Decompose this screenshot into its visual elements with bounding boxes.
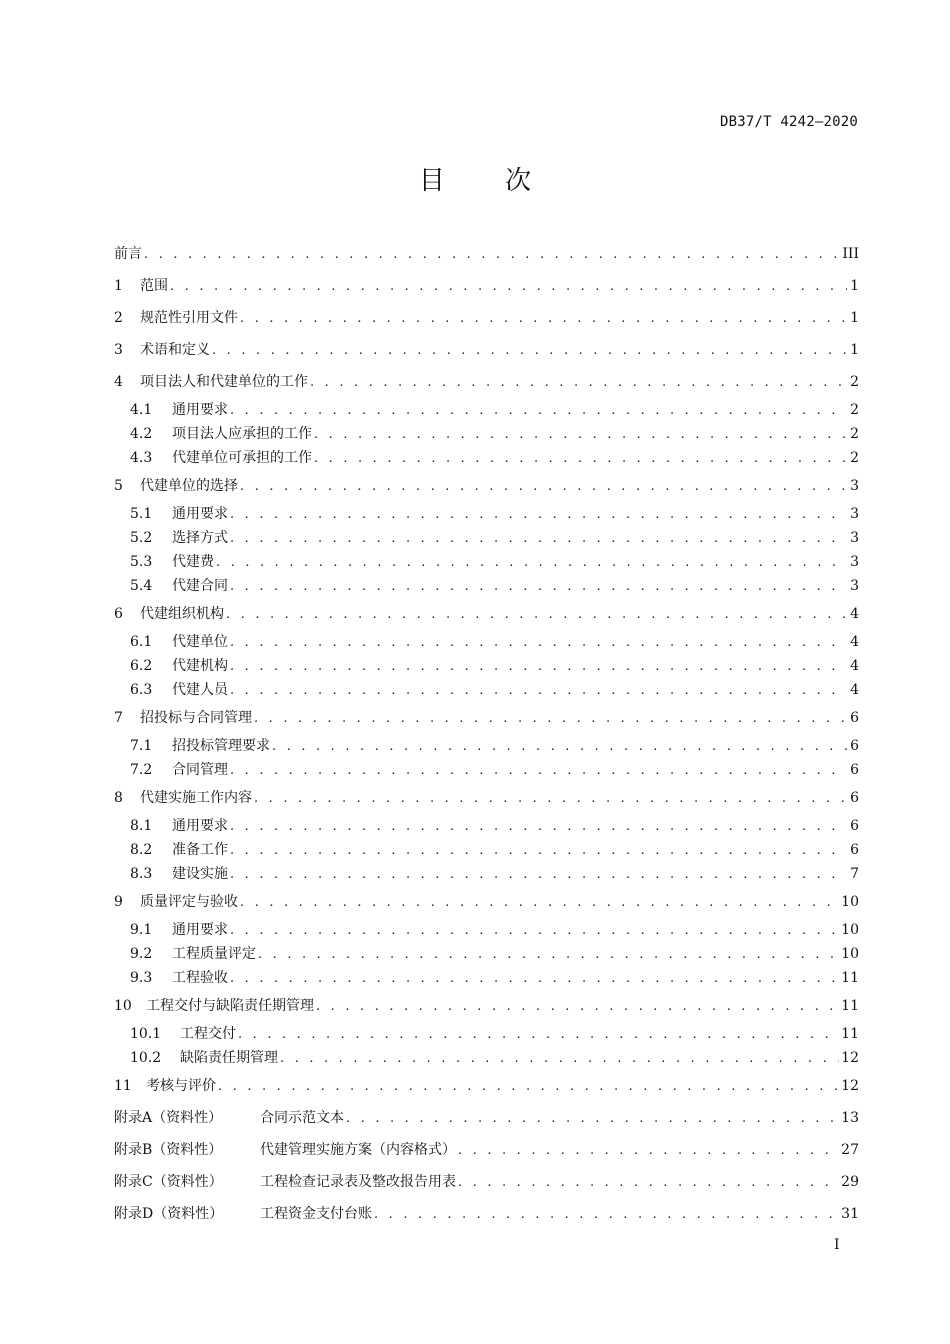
toc-entry-page: 12 bbox=[841, 1050, 859, 1066]
dot-leader bbox=[144, 245, 840, 265]
toc-entry-number: 7.2 bbox=[130, 762, 153, 778]
dot-leader bbox=[254, 709, 847, 729]
dot-leader bbox=[230, 761, 847, 781]
dot-leader bbox=[458, 1141, 839, 1161]
toc-subentry[interactable] bbox=[130, 680, 859, 701]
toc-subentry[interactable] bbox=[130, 968, 859, 989]
toc-entry-number: 11 bbox=[114, 1078, 132, 1094]
toc-entry-text: 考核与评价 bbox=[146, 1078, 216, 1094]
toc-entry-page: 11 bbox=[841, 998, 859, 1014]
toc-entry-number: 10.2 bbox=[130, 1050, 162, 1066]
toc-entry-page: 27 bbox=[841, 1142, 859, 1158]
toc-entry-number: 5.1 bbox=[130, 506, 153, 522]
toc-entry-number: 5.4 bbox=[130, 578, 153, 594]
toc-subentry[interactable] bbox=[130, 1024, 859, 1045]
dot-leader bbox=[230, 865, 847, 885]
toc-subentry[interactable] bbox=[130, 1048, 859, 1069]
toc-entry-number: 10.1 bbox=[130, 1026, 162, 1042]
toc-entry-number: 6.2 bbox=[130, 658, 153, 674]
toc-entry-text: 代建组织机构 bbox=[140, 606, 224, 622]
toc-entry-text: 缺陷责任期管理 bbox=[180, 1050, 278, 1066]
dot-leader bbox=[230, 817, 847, 837]
dot-leader bbox=[218, 1077, 839, 1097]
toc-entry-text: 代建人员 bbox=[172, 682, 228, 698]
toc-entry-number: 8.2 bbox=[130, 842, 153, 858]
toc-entry-text: 代建费 bbox=[172, 554, 214, 570]
toc-entry-number: 附录D（资料性） bbox=[114, 1206, 224, 1222]
dot-leader bbox=[280, 1049, 839, 1069]
toc-entry-text: 项目法人和代建单位的工作 bbox=[140, 374, 308, 390]
toc-subentry[interactable] bbox=[130, 736, 859, 757]
toc-entry-page: 10 bbox=[841, 894, 859, 910]
dot-leader bbox=[258, 945, 839, 965]
toc-entry-page: 13 bbox=[841, 1110, 859, 1126]
toc-entry-text: 前言 bbox=[114, 246, 142, 262]
toc-entry-number: 8 bbox=[114, 790, 123, 806]
dot-leader bbox=[230, 505, 847, 525]
toc-entry[interactable] bbox=[114, 1076, 859, 1097]
toc-entry-text: 代建合同 bbox=[172, 578, 228, 594]
document-code: DB37/T 4242—2020 bbox=[719, 114, 858, 130]
toc-entry-text: 质量评定与验收 bbox=[140, 894, 238, 910]
toc-entry[interactable] bbox=[114, 708, 859, 729]
toc-entry-text: 规范性引用文件 bbox=[140, 310, 238, 326]
toc-subentry[interactable] bbox=[130, 400, 859, 421]
toc-entry-text: 工程资金支付台账 bbox=[260, 1206, 372, 1222]
toc-entry-page: 6 bbox=[850, 738, 859, 754]
toc-entry-number: 附录B（资料性） bbox=[114, 1142, 223, 1158]
toc-entry-page: 29 bbox=[841, 1174, 859, 1190]
dot-leader bbox=[316, 997, 839, 1017]
toc-entry-page: 10 bbox=[841, 946, 859, 962]
toc-entry-number: 7 bbox=[114, 710, 123, 726]
toc-entry-number: 10 bbox=[114, 998, 132, 1014]
dot-leader bbox=[240, 477, 847, 497]
toc-entry[interactable] bbox=[114, 996, 859, 1017]
dot-leader bbox=[230, 681, 847, 701]
toc-entry-page: 4 bbox=[850, 658, 859, 674]
dot-leader bbox=[374, 1205, 839, 1225]
toc-entry-text: 项目法人应承担的工作 bbox=[172, 426, 312, 442]
page-number: I bbox=[834, 1237, 840, 1253]
toc-entry-number: 6.3 bbox=[130, 682, 153, 698]
toc-entry-number: 8.3 bbox=[130, 866, 153, 882]
toc-subentry[interactable] bbox=[130, 632, 859, 653]
toc-entry-text: 代建管理实施方案（内容格式） bbox=[260, 1142, 456, 1158]
toc-entry[interactable] bbox=[114, 476, 859, 497]
toc-entry-foreword[interactable] bbox=[114, 244, 859, 265]
toc-entry-page: 31 bbox=[841, 1206, 859, 1222]
toc-entry-page: 11 bbox=[841, 1026, 859, 1042]
toc-entry-text: 通用要求 bbox=[172, 818, 228, 834]
toc-subentry[interactable] bbox=[130, 656, 859, 677]
dot-leader bbox=[314, 449, 847, 469]
dot-leader bbox=[226, 605, 847, 625]
dot-leader bbox=[254, 789, 847, 809]
toc-entry-page: 10 bbox=[841, 922, 859, 938]
toc-entry-page: 2 bbox=[850, 374, 859, 390]
dot-leader bbox=[240, 309, 847, 329]
toc-entry-text: 术语和定义 bbox=[140, 342, 210, 358]
toc-entry-page: III bbox=[842, 246, 859, 262]
toc-entry-number: 5.3 bbox=[130, 554, 153, 570]
toc-entry-page: 1 bbox=[850, 310, 859, 326]
toc-entry-text: 工程检查记录表及整改报告用表 bbox=[260, 1174, 456, 1190]
toc-entry-number: 4.3 bbox=[130, 450, 153, 466]
toc-entry-page: 7 bbox=[850, 866, 859, 882]
toc-entry-text: 通用要求 bbox=[172, 506, 228, 522]
toc-entry-number: 2 bbox=[114, 310, 123, 326]
toc-subentry[interactable] bbox=[130, 504, 859, 525]
toc-entry-text: 招投标管理要求 bbox=[172, 738, 270, 754]
toc-entry-page: 3 bbox=[850, 506, 859, 522]
toc-subentry[interactable] bbox=[130, 576, 859, 597]
toc-entry[interactable] bbox=[114, 340, 859, 361]
toc-entry-page: 3 bbox=[850, 478, 859, 494]
toc-subentry[interactable] bbox=[130, 840, 859, 861]
toc-subentry[interactable] bbox=[130, 424, 859, 445]
dot-leader bbox=[230, 969, 839, 989]
toc-subentry[interactable] bbox=[130, 528, 859, 549]
toc-entry-page: 2 bbox=[850, 402, 859, 418]
toc-entry-text: 通用要求 bbox=[172, 922, 228, 938]
toc-entry-number: 7.1 bbox=[130, 738, 153, 754]
toc-entry-text: 代建单位 bbox=[172, 634, 228, 650]
dot-leader bbox=[230, 921, 839, 941]
dot-leader bbox=[238, 1025, 839, 1045]
toc-entry-text: 工程验收 bbox=[172, 970, 228, 986]
dot-leader bbox=[346, 1109, 839, 1129]
toc-entry-page: 6 bbox=[850, 818, 859, 834]
toc-entry-page: 4 bbox=[850, 634, 859, 650]
dot-leader bbox=[212, 341, 847, 361]
dot-leader bbox=[272, 737, 847, 757]
toc-entry-appendix[interactable] bbox=[114, 1108, 859, 1129]
toc-entry[interactable] bbox=[114, 308, 859, 329]
toc-subentry[interactable] bbox=[130, 816, 859, 837]
toc-entry-page: 11 bbox=[841, 970, 859, 986]
toc-entry-page: 2 bbox=[850, 450, 859, 466]
dot-leader bbox=[230, 529, 847, 549]
dot-leader bbox=[230, 633, 847, 653]
toc-entry-page: 4 bbox=[850, 682, 859, 698]
toc-subentry[interactable] bbox=[130, 920, 859, 941]
toc-entry[interactable] bbox=[114, 372, 859, 393]
toc-entry-text: 合同示范文本 bbox=[260, 1110, 344, 1126]
toc-entry-number: 9.3 bbox=[130, 970, 153, 986]
toc-entry-page: 6 bbox=[850, 790, 859, 806]
toc-entry-number: 6 bbox=[114, 606, 123, 622]
toc-entry-page: 6 bbox=[850, 762, 859, 778]
toc-entry-appendix[interactable] bbox=[114, 1172, 859, 1193]
toc-entry-page: 1 bbox=[850, 278, 859, 294]
toc-entry-number: 8.1 bbox=[130, 818, 153, 834]
toc-entry-number: 9 bbox=[114, 894, 123, 910]
toc-entry-text: 建设实施 bbox=[172, 866, 228, 882]
toc-entry-page: 3 bbox=[850, 578, 859, 594]
dot-leader bbox=[458, 1173, 839, 1193]
toc-subentry[interactable] bbox=[130, 552, 859, 573]
toc-entry-page: 3 bbox=[850, 530, 859, 546]
toc-entry-text: 工程交付 bbox=[180, 1026, 236, 1042]
toc-entry-appendix[interactable] bbox=[114, 1140, 859, 1161]
toc-entry-page: 6 bbox=[850, 842, 859, 858]
dot-leader bbox=[230, 657, 847, 677]
toc-entry-number: 3 bbox=[114, 342, 123, 358]
page-title: 目 次 bbox=[418, 166, 558, 196]
toc-entry-number: 9.1 bbox=[130, 922, 153, 938]
toc-entry[interactable] bbox=[114, 276, 859, 297]
toc-entry-text: 工程交付与缺陷责任期管理 bbox=[146, 998, 314, 1014]
toc-entry-number: 4.2 bbox=[130, 426, 153, 442]
dot-leader bbox=[314, 425, 847, 445]
dot-leader bbox=[230, 841, 847, 861]
toc-entry-text: 代建单位可承担的工作 bbox=[172, 450, 312, 466]
toc-entry-text: 范围 bbox=[140, 278, 168, 294]
dot-leader bbox=[240, 893, 839, 913]
toc-subentry[interactable] bbox=[130, 448, 859, 469]
toc-entry-text: 代建单位的选择 bbox=[140, 478, 238, 494]
dot-leader bbox=[230, 401, 847, 421]
dot-leader bbox=[216, 553, 847, 573]
toc-entry[interactable] bbox=[114, 604, 859, 625]
toc-entry-text: 合同管理 bbox=[172, 762, 228, 778]
toc-entry-text: 代建机构 bbox=[172, 658, 228, 674]
toc-entry-number: 4 bbox=[114, 374, 123, 390]
toc-entry[interactable] bbox=[114, 788, 859, 809]
toc-entry-text: 代建实施工作内容 bbox=[140, 790, 252, 806]
toc-entry-text: 工程质量评定 bbox=[172, 946, 256, 962]
dot-leader bbox=[230, 577, 847, 597]
dot-leader bbox=[310, 373, 847, 393]
toc-subentry[interactable] bbox=[130, 944, 859, 965]
toc-entry-appendix[interactable] bbox=[114, 1204, 859, 1225]
toc-entry-page: 2 bbox=[850, 426, 859, 442]
toc-entry-text: 选择方式 bbox=[172, 530, 228, 546]
toc-entry-number: 4.1 bbox=[130, 402, 153, 418]
toc-entry-page: 4 bbox=[850, 606, 859, 622]
toc-entry-number: 附录A（资料性） bbox=[114, 1110, 223, 1126]
toc-entry-number: 1 bbox=[114, 278, 123, 294]
toc-entry-page: 6 bbox=[850, 710, 859, 726]
toc-entry-text: 招投标与合同管理 bbox=[140, 710, 252, 726]
toc-entry-number: 9.2 bbox=[130, 946, 153, 962]
toc-subentry[interactable] bbox=[130, 760, 859, 781]
dot-leader bbox=[170, 277, 847, 297]
toc-entry-number: 5 bbox=[114, 478, 123, 494]
toc-entry-text: 准备工作 bbox=[172, 842, 228, 858]
toc-entry-page: 1 bbox=[850, 342, 859, 358]
toc-entry-number: 附录C（资料性） bbox=[114, 1174, 223, 1190]
toc-entry[interactable] bbox=[114, 892, 859, 913]
toc-subentry[interactable] bbox=[130, 864, 859, 885]
toc-entry-page: 3 bbox=[850, 554, 859, 570]
toc-entry-number: 6.1 bbox=[130, 634, 153, 650]
toc-entry-page: 12 bbox=[841, 1078, 859, 1094]
toc-entry-text: 通用要求 bbox=[172, 402, 228, 418]
toc-entry-number: 5.2 bbox=[130, 530, 153, 546]
